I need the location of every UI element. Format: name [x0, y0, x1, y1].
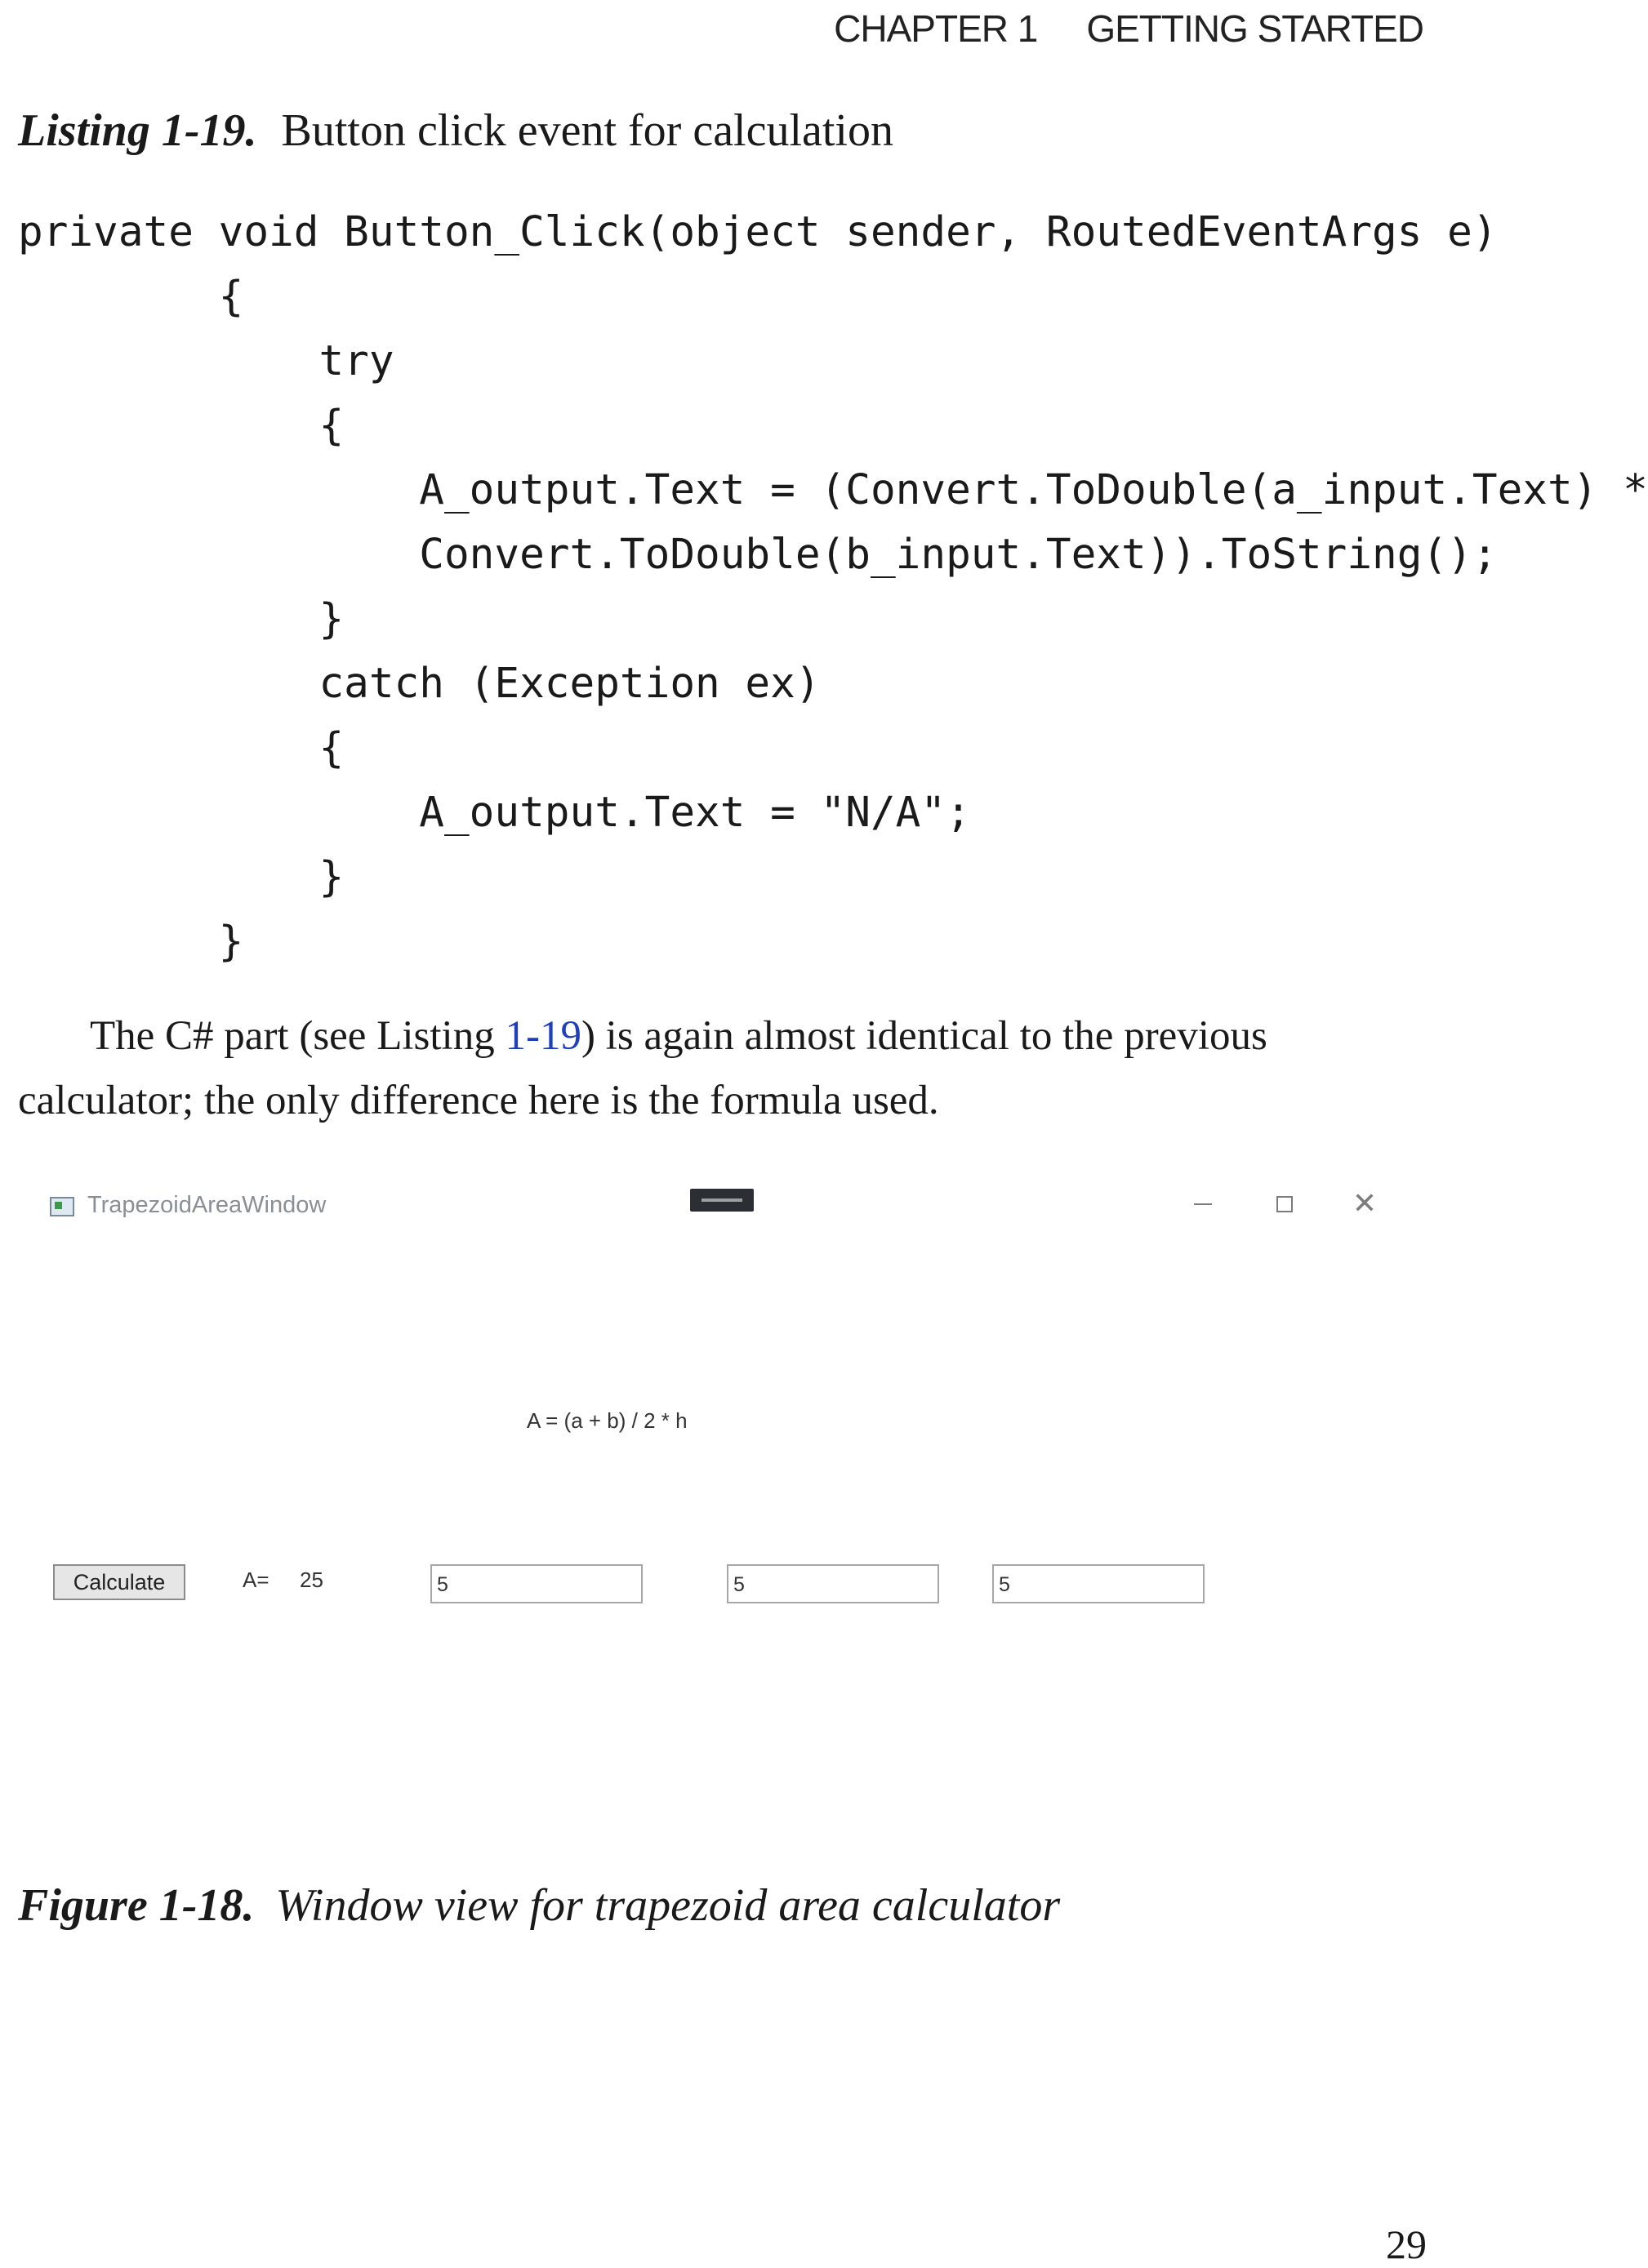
- section-label: GETTING STARTED: [1086, 7, 1423, 50]
- code-line: {: [18, 273, 244, 321]
- body-paragraph: [18, 1004, 1398, 1133]
- listing-label: Listing 1-19.: [18, 105, 257, 156]
- minimize-icon[interactable]: [1180, 1184, 1226, 1225]
- calculate-button[interactable]: Calculate: [53, 1564, 185, 1600]
- chapter-label: CHAPTER 1: [834, 7, 1038, 50]
- figure-label: Figure 1-18.: [18, 1880, 255, 1931]
- code-listing: [18, 200, 1648, 974]
- maximize-icon[interactable]: [1262, 1184, 1307, 1225]
- formula-label: A = (a + b) / 2 * h: [527, 1408, 688, 1433]
- a-input[interactable]: [430, 1564, 643, 1603]
- code-line: A_output.Text = (Convert.ToDouble(a_input.Text) *: [18, 466, 1648, 514]
- paragraph-text-end: ) is again almost identical to the previous calculator; the only difference here is the formula used.: [18, 1013, 1267, 1123]
- b-input[interactable]: [727, 1564, 939, 1603]
- listing-reference-link[interactable]: 1-19: [505, 1013, 581, 1059]
- listing-title: Button click event for calculation: [281, 105, 893, 156]
- code-line: }: [18, 853, 345, 901]
- app-window-icon: [50, 1197, 74, 1216]
- window-title: TrapezoidAreaWindow: [87, 1192, 327, 1218]
- page-number: 29: [1386, 2221, 1427, 2267]
- code-line: private void Button_Click(object sender, RoutedEventArgs e): [18, 208, 1498, 256]
- result-label: A=: [243, 1568, 269, 1592]
- result-output: 25: [300, 1568, 323, 1592]
- code-line: catch (Exception ex): [18, 660, 821, 708]
- code-line: {: [18, 724, 345, 772]
- code-line: try: [18, 337, 394, 385]
- code-line: {: [18, 402, 345, 450]
- h-input[interactable]: [992, 1564, 1205, 1603]
- running-header: [834, 7, 1423, 51]
- paragraph-text-start: The C# part (see Listing: [90, 1013, 506, 1059]
- listing-caption: [18, 105, 893, 157]
- code-line: }: [18, 918, 244, 966]
- drag-handle-icon[interactable]: [690, 1189, 754, 1212]
- app-window-screenshot: [45, 1176, 1409, 1657]
- figure-title: Window view for trapezoid area calculator: [275, 1880, 1061, 1931]
- code-line: }: [18, 595, 345, 643]
- code-line: A_output.Text = "N/A";: [18, 789, 971, 837]
- close-icon[interactable]: ✕: [1352, 1187, 1378, 1221]
- figure-caption: [18, 1879, 1060, 1932]
- code-line: Convert.ToDouble(b_input.Text)).ToString();: [18, 531, 1498, 579]
